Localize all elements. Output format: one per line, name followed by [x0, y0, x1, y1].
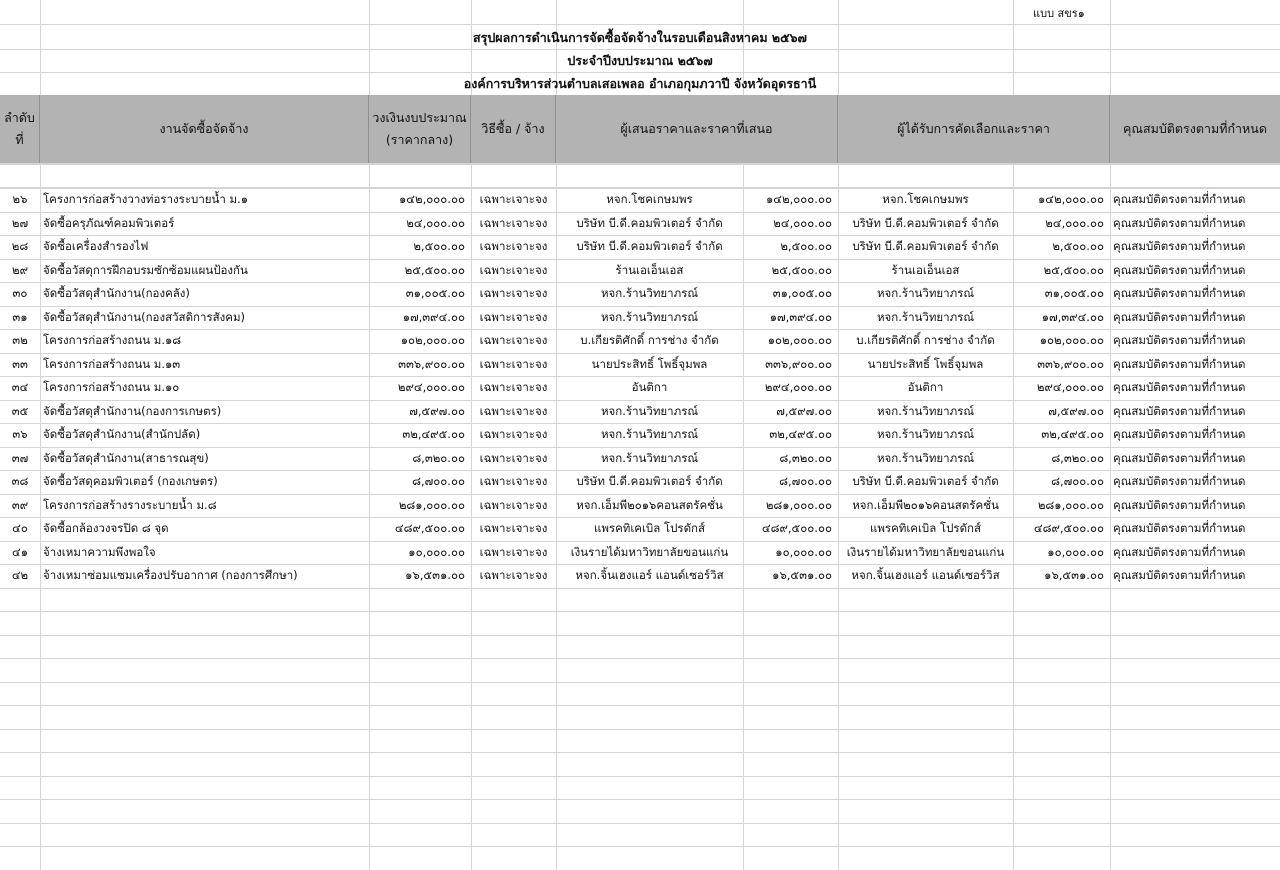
header-reason: คุณสมบัติตรงตามที่กำหนด: [1110, 95, 1280, 163]
cell-win-price: ๘,๗๐๐.๐๐: [1051, 474, 1104, 489]
cell-item: จัดซื้อกล้องวงจรปิด ๘ จุด: [43, 521, 169, 536]
cell-bidder: นายประสิทธิ์ โพธิ์จุมพล: [591, 357, 708, 372]
cell-win-price: ๒๘๑,๐๐๐.๐๐: [1037, 498, 1104, 513]
cell-winner: หจก.เอ็มพี๒๐๑๖คอนสตรัคชั่น: [852, 498, 999, 513]
cell-no: ๓๙: [11, 498, 29, 513]
cell-item: โครงการก่อสร้างถนน ม.๑๓: [43, 357, 181, 372]
cell-bid-price: ๒๔,๐๐๐.๐๐: [773, 216, 832, 231]
cell-method: เฉพาะเจาะจง: [479, 263, 548, 278]
cell-winner: หจก.จิ้นเฮงแอร์ แอนด์เซอร์วิส: [851, 568, 1000, 583]
cell-bidder: หจก.โชคเกษมพร: [606, 192, 693, 207]
cell-method: เฉพาะเจาะจง: [479, 404, 548, 419]
cell-win-price: ๒๕,๕๐๐.๐๐: [1043, 263, 1104, 278]
gridline-horizontal: [0, 588, 1280, 589]
gridline-horizontal: [0, 163, 1280, 164]
gridline-horizontal: [0, 635, 1280, 636]
cell-method: เฉพาะเจาะจง: [479, 521, 548, 536]
cell-budget: ๒๙๔,๐๐๐.๐๐: [397, 380, 465, 395]
cell-bid-price: ๒,๕๐๐.๐๐: [780, 239, 832, 254]
cell-item: โครงการก่อสร้างถนน ม.๑๘: [43, 333, 182, 348]
cell-winner: หจก.โชคเกษมพร: [882, 192, 969, 207]
cell-reason: คุณสมบัติตรงตามที่กำหนด: [1113, 216, 1246, 231]
cell-win-price: ๑๐๒,๐๐๐.๐๐: [1039, 333, 1104, 348]
cell-budget: ๘,๗๐๐.๐๐: [412, 474, 465, 489]
cell-item: จ้างเหมาความพึงพอใจ: [43, 545, 156, 560]
cell-no: ๒๘: [11, 239, 29, 254]
header-no: [0, 95, 40, 163]
cell-bidder: หจก.ร้านวิทยาภรณ์: [600, 451, 699, 466]
cell-bid-price: ๘,๗๐๐.๐๐: [779, 474, 832, 489]
cell-item: จัดซื้อครุภัณฑ์คอมพิวเตอร์: [43, 216, 175, 231]
cell-bid-price: ๑๐,๐๐๐.๐๐: [775, 545, 832, 560]
cell-bidder: บริษัท บี.ดี.คอมพิวเตอร์ จำกัด: [576, 239, 723, 254]
cell-budget: ๒๔,๐๐๐.๐๐: [406, 216, 465, 231]
cell-winner: หจก.ร้านวิทยาภรณ์: [876, 404, 975, 419]
gridline-horizontal: [0, 611, 1280, 612]
cell-no: ๓๗: [11, 451, 29, 466]
header-item: งานจัดซื้อจัดจ้าง: [40, 95, 369, 163]
fiscal-year-title: ประจำปีงบประมาณ ๒๕๖๗: [567, 53, 713, 68]
cell-win-price: ๓๒,๔๙๕.๐๐: [1041, 427, 1104, 442]
form-code: แบบ สขร๑: [1033, 7, 1085, 20]
cell-winner: นายประสิทธิ์ โพธิ์จุมพล: [867, 357, 984, 372]
cell-method: เฉพาะเจาะจง: [479, 310, 548, 325]
cell-budget: ๑๖,๕๓๑.๐๐: [405, 568, 465, 583]
cell-win-price: ๒๔,๐๐๐.๐๐: [1045, 216, 1104, 231]
gridline-horizontal: [0, 682, 1280, 683]
cell-method: เฉพาะเจาะจง: [479, 498, 548, 513]
cell-win-price: ๑๗,๓๙๔.๐๐: [1041, 310, 1104, 325]
cell-no: ๓๐: [12, 286, 28, 301]
gridline-horizontal: [0, 799, 1280, 800]
cell-winner: หจก.ร้านวิทยาภรณ์: [876, 286, 975, 301]
cell-bid-price: ๓๒,๔๙๕.๐๐: [769, 427, 832, 442]
cell-bidder: แพรคทิเคเบิล โปรดักส์: [593, 521, 706, 536]
cell-bid-price: ๔๘๙,๕๐๐.๐๐: [761, 521, 832, 536]
cell-method: เฉพาะเจาะจง: [479, 568, 548, 583]
cell-budget: ๒๘๑,๐๐๐.๐๐: [398, 498, 465, 513]
cell-bidder: บ.เกียรติศักดิ์ การช่าง จำกัด: [580, 333, 719, 348]
gridline-horizontal: [0, 164, 1280, 165]
report-title: สรุปผลการดำเนินการจัดซื้อจัดจ้างในรอบเดือนสิงหาคม ๒๕๖๗: [473, 30, 807, 45]
cell-win-price: ๒,๕๐๐.๐๐: [1052, 239, 1104, 254]
cell-bid-price: ๑๔๒,๐๐๐.๐๐: [766, 192, 832, 207]
cell-item: โครงการก่อสร้างรางระบายน้ำ ม.๘: [43, 498, 217, 513]
cell-reason: คุณสมบัติตรงตามที่กำหนด: [1113, 545, 1246, 560]
cell-bid-price: ๘,๓๒๐.๐๐: [779, 451, 832, 466]
cell-bidder: อันติกา: [631, 380, 668, 395]
cell-item: จ้างเหมาซ่อมแซมเครื่องปรับอากาศ (กองการศึกษา): [43, 568, 298, 583]
cell-no: ๓๘: [11, 474, 29, 489]
gridline-horizontal: [0, 658, 1280, 659]
cell-bidder: หจก.ร้านวิทยาภรณ์: [600, 286, 699, 301]
organization-title: องค์การบริหารส่วนตำบลเสอเพลอ อำเภอกุมภวาปี จังหวัดอุดรธานี: [463, 76, 817, 91]
cell-no: ๓๖: [12, 427, 28, 442]
cell-win-price: ๑๖,๕๓๑.๐๐: [1044, 568, 1104, 583]
cell-reason: คุณสมบัติตรงตามที่กำหนด: [1113, 380, 1246, 395]
cell-winner: บ.เกียรติศักดิ์ การช่าง จำกัด: [856, 333, 995, 348]
gridline-horizontal: [0, 187, 1280, 188]
cell-reason: คุณสมบัติตรงตามที่กำหนด: [1113, 333, 1246, 348]
cell-item: จัดซื้อเครื่องสำรองไฟ: [43, 239, 149, 254]
cell-item: โครงการก่อสร้างวางท่อรางระบายน้ำ ม.๑: [43, 192, 249, 207]
cell-reason: คุณสมบัติตรงตามที่กำหนด: [1113, 239, 1246, 254]
cell-item: จัดซื้อวัสดุคอมพิวเตอร์ (กองเกษตร): [43, 474, 218, 489]
cell-winner: หจก.ร้านวิทยาภรณ์: [876, 451, 975, 466]
cell-budget: ๑๔๒,๐๐๐.๐๐: [399, 192, 465, 207]
cell-budget: ๑๐๒,๐๐๐.๐๐: [400, 333, 465, 348]
header-selected: ผู้ได้รับการคัดเลือกและราคา: [838, 95, 1110, 163]
cell-no: ๓๑: [12, 310, 28, 325]
cell-no: ๔๑: [11, 545, 28, 560]
cell-winner: หจก.ร้านวิทยาภรณ์: [876, 310, 975, 325]
cell-budget: ๓๑,๐๐๕.๐๐: [405, 286, 465, 301]
gridline-horizontal: [0, 729, 1280, 730]
cell-bidder: ร้านเอเอ็นเอส: [615, 263, 684, 278]
cell-winner: หจก.ร้านวิทยาภรณ์: [876, 427, 975, 442]
cell-bidder: บริษัท บี.ดี.คอมพิวเตอร์ จำกัด: [576, 474, 723, 489]
gridline-horizontal: [0, 846, 1280, 847]
cell-bid-price: ๑๖,๕๓๑.๐๐: [772, 568, 832, 583]
cell-method: เฉพาะเจาะจง: [479, 239, 548, 254]
cell-reason: คุณสมบัติตรงตามที่กำหนด: [1113, 310, 1246, 325]
cell-no: ๒๗: [11, 216, 29, 231]
cell-no: ๔๒: [11, 568, 29, 583]
cell-method: เฉพาะเจาะจง: [479, 451, 548, 466]
cell-no: ๓๒: [12, 333, 28, 348]
cell-budget: ๒,๕๐๐.๐๐: [413, 239, 465, 254]
cell-reason: คุณสมบัติตรงตามที่กำหนด: [1113, 263, 1246, 278]
cell-budget: ๓๓๖,๙๐๐.๐๐: [398, 357, 465, 372]
cell-no: ๒๙: [11, 263, 28, 278]
cell-item: โครงการก่อสร้างถนน ม.๑๐: [43, 380, 180, 395]
cell-winner: บริษัท บี.ดี.คอมพิวเตอร์ จำกัด: [852, 239, 999, 254]
cell-bidder: หจก.เอ็มพี๒๐๑๖คอนสตรัคชั่น: [576, 498, 723, 513]
gridline-horizontal: [0, 776, 1280, 777]
cell-item: จัดซื้อวัสดุสำนักงาน(สำนักปลัด): [43, 427, 201, 442]
header-bidders: ผู้เสนอราคาและราคาที่เสนอ: [556, 95, 838, 163]
cell-win-price: ๓๓๖,๙๐๐.๐๐: [1037, 357, 1104, 372]
gridline-horizontal: [0, 24, 1280, 25]
cell-winner: แพรคทิเคเบิล โปรดักส์: [869, 521, 982, 536]
header-budget-line1: วงเงินงบประมาณ: [372, 110, 467, 125]
cell-reason: คุณสมบัติตรงตามที่กำหนด: [1113, 192, 1246, 207]
cell-bid-price: ๑๐๒,๐๐๐.๐๐: [767, 333, 832, 348]
header-no-line1: ลำดับ: [4, 110, 35, 125]
cell-win-price: ๒๙๔,๐๐๐.๐๐: [1036, 380, 1104, 395]
header-budget-line2: (ราคากลาง): [385, 132, 454, 147]
cell-win-price: ๘,๓๒๐.๐๐: [1051, 451, 1104, 466]
cell-method: เฉพาะเจาะจง: [479, 192, 548, 207]
cell-bidder: หจก.ร้านวิทยาภรณ์: [600, 310, 699, 325]
cell-method: เฉพาะเจาะจง: [479, 333, 548, 348]
cell-bid-price: ๗,๕๙๗.๐๐: [776, 404, 832, 419]
cell-reason: คุณสมบัติตรงตามที่กำหนด: [1113, 357, 1246, 372]
cell-no: ๔๐: [12, 521, 28, 536]
cell-method: เฉพาะเจาะจง: [479, 216, 548, 231]
cell-win-price: ๑๐,๐๐๐.๐๐: [1047, 545, 1104, 560]
header-method: วิธีซื้อ / จ้าง: [471, 95, 556, 163]
cell-bidder: เงินรายได้มหาวิทยาลัยขอนแก่น: [570, 545, 729, 560]
cell-win-price: ๓๑,๐๐๕.๐๐: [1044, 286, 1104, 301]
cell-bidder: หจก.ร้านวิทยาภรณ์: [600, 427, 699, 442]
cell-bid-price: ๒๘๑,๐๐๐.๐๐: [765, 498, 832, 513]
cell-no: ๒๖: [12, 192, 28, 207]
cell-no: ๓๓: [12, 357, 28, 372]
cell-winner: ร้านเอเอ็นเอส: [891, 263, 960, 278]
cell-item: จัดซื้อวัสดุสำนักงาน(กองการเกษตร): [43, 404, 222, 419]
cell-item: จัดซื้อวัสดุสำนักงาน(สาธารณสุข): [43, 451, 209, 466]
cell-reason: คุณสมบัติตรงตามที่กำหนด: [1113, 568, 1246, 583]
cell-method: เฉพาะเจาะจง: [479, 474, 548, 489]
cell-bidder: บริษัท บี.ดี.คอมพิวเตอร์ จำกัด: [576, 216, 723, 231]
cell-reason: คุณสมบัติตรงตามที่กำหนด: [1113, 498, 1246, 513]
cell-budget: ๓๒,๔๙๕.๐๐: [402, 427, 465, 442]
cell-reason: คุณสมบัติตรงตามที่กำหนด: [1113, 404, 1246, 419]
cell-winner: เงินรายได้มหาวิทยาลัยขอนแก่น: [846, 545, 1005, 560]
cell-bid-price: ๒๙๔,๐๐๐.๐๐: [764, 380, 832, 395]
cell-method: เฉพาะเจาะจง: [479, 545, 548, 560]
cell-method: เฉพาะเจาะจง: [479, 380, 548, 395]
gridline-horizontal: [0, 823, 1280, 824]
cell-win-price: ๗,๕๙๗.๐๐: [1048, 404, 1104, 419]
cell-bid-price: ๓๑,๐๐๕.๐๐: [772, 286, 832, 301]
cell-reason: คุณสมบัติตรงตามที่กำหนด: [1113, 286, 1246, 301]
cell-bidder: หจก.ร้านวิทยาภรณ์: [600, 404, 699, 419]
cell-item: จัดซื้อวัสดุสำนักงาน(กองคลัง): [43, 286, 190, 301]
gridline-horizontal: [0, 705, 1280, 706]
cell-method: เฉพาะเจาะจง: [479, 427, 548, 442]
cell-bidder: หจก.จิ้นเฮงแอร์ แอนด์เซอร์วิส: [575, 568, 724, 583]
cell-win-price: ๔๘๙,๕๐๐.๐๐: [1033, 521, 1104, 536]
cell-no: ๓๔: [11, 380, 29, 395]
cell-budget: ๗,๕๙๗.๐๐: [409, 404, 465, 419]
cell-method: เฉพาะเจาะจง: [479, 357, 548, 372]
cell-budget: ๘,๓๒๐.๐๐: [412, 451, 465, 466]
gridline-horizontal: [0, 752, 1280, 753]
cell-bid-price: ๑๗,๓๙๔.๐๐: [769, 310, 832, 325]
cell-reason: คุณสมบัติตรงตามที่กำหนด: [1113, 474, 1246, 489]
cell-bid-price: ๓๓๖,๙๐๐.๐๐: [765, 357, 832, 372]
cell-winner: บริษัท บี.ดี.คอมพิวเตอร์ จำกัด: [852, 216, 999, 231]
cell-bid-price: ๒๕,๕๐๐.๐๐: [771, 263, 832, 278]
cell-item: จัดซื้อวัสดุการฝึกอบรมซักซ้อมแผนป้องกัน: [43, 263, 248, 278]
cell-budget: ๔๘๙,๕๐๐.๐๐: [394, 521, 465, 536]
cell-reason: คุณสมบัติตรงตามที่กำหนด: [1113, 521, 1246, 536]
cell-reason: คุณสมบัติตรงตามที่กำหนด: [1113, 427, 1246, 442]
cell-winner: อันติกา: [907, 380, 944, 395]
cell-budget: ๑๗,๓๙๔.๐๐: [402, 310, 465, 325]
header-no-line2: ที่: [15, 132, 24, 147]
header-budget: [369, 95, 471, 163]
cell-no: ๓๕: [11, 404, 29, 419]
cell-winner: บริษัท บี.ดี.คอมพิวเตอร์ จำกัด: [852, 474, 999, 489]
cell-reason: คุณสมบัติตรงตามที่กำหนด: [1113, 451, 1246, 466]
cell-budget: ๒๕,๕๐๐.๐๐: [404, 263, 465, 278]
cell-budget: ๑๐,๐๐๐.๐๐: [408, 545, 465, 560]
cell-method: เฉพาะเจาะจง: [479, 286, 548, 301]
cell-item: จัดซื้อวัสดุสำนักงาน(กองสวัสดิการสังคม): [43, 310, 246, 325]
cell-win-price: ๑๔๒,๐๐๐.๐๐: [1038, 192, 1104, 207]
